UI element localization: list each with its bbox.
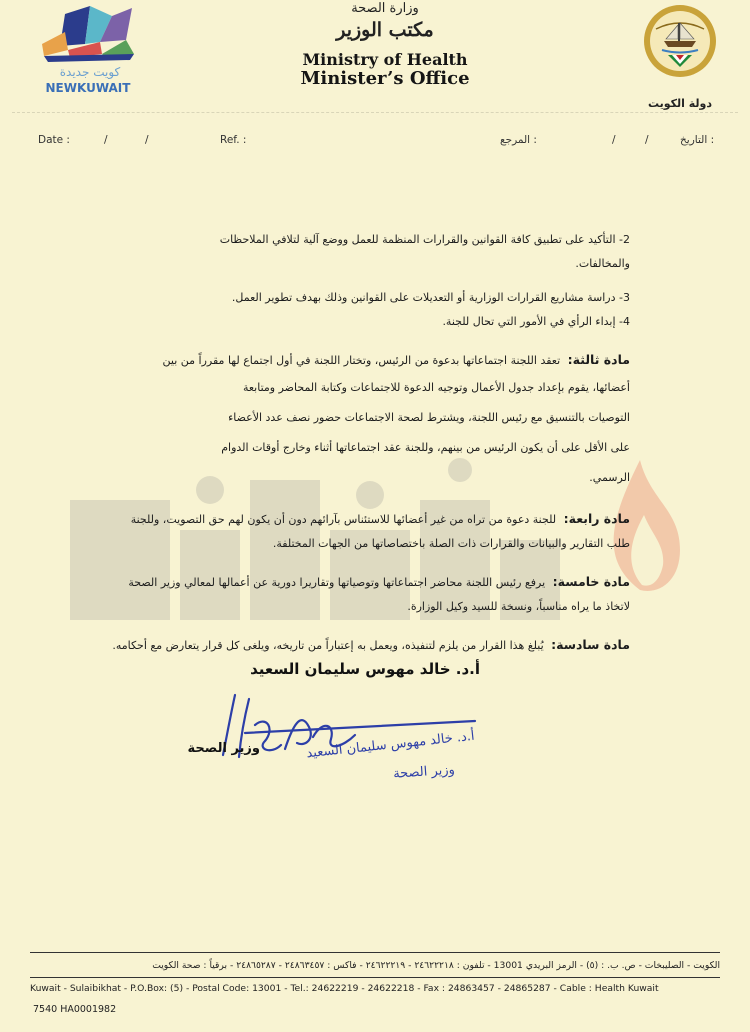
article-6-text: يُبلغ هذا القرار من يلزم لتنفيذه، ويعمل به إعتباراً من تاريخه، ويلغى كل قرار يتعارض مع أحكامه. [112,639,544,652]
date-slash: / [145,134,149,146]
ministry-english: Ministry of Health [302,50,468,69]
stamp-title: وزير الصحة [392,762,456,782]
article-3-label: مادة ثالثة: [567,352,630,367]
ref-label-arabic: المرجع : [500,134,537,146]
letterhead-center [290,0,480,110]
article-3-line: التوصيات بالتنسيق مع رئيس اللجنة، ويشترط لصحة الاجتماعات حضور نصف عدد الأعضاء [228,411,630,424]
document-code: 7540 HA0001982 [33,1004,117,1015]
list-item: 2- التأكيد على تطبيق كافة القوانين والقرارات المنظمة للعمل ووضع آلية لتلافي الملاحظات [219,233,630,246]
article-3-text: تعقد اللجنة اجتماعاتها بدعوة من الرئيس، وتختار اللجنة في أول اجتماع لها مقرراً من بين [162,354,561,367]
footer-rule [30,977,720,978]
header-divider [12,112,738,113]
article-6-label: مادة سادسة: [551,637,630,652]
date-slash: / [612,134,616,146]
office-arabic: مكتب الوزير [336,19,434,41]
footer-address-english: Kuwait - Sulaibikhat - P.O.Box: (5) - Postal Code: 13001 - Tel.: 24622219 - 24622218 - Fax : 24863457 - 24865287 - Cable : Health Kuwait [30,983,659,994]
date-slash: / [645,134,649,146]
article-5-line: لاتخاذ ما يراه مناسباً، ونسخة للسيد وكيل الوزارة. [407,600,630,613]
article-4 [96,507,630,532]
article-5-label: مادة خامسة: [552,574,630,589]
handwritten-signature [205,685,495,795]
date-label: Date : [38,134,70,146]
signer-title: وزير الصحة [187,741,260,756]
list-item: 3- دراسة مشاريع القرارات الوزارية أو التعديلات على القوانين وذلك بهدف تطوير العمل. [231,291,630,304]
office-english: Minister’s Office [300,68,470,89]
article-4-line: طلب التقارير والبيانات والقرارات ذات الصلة باختصاصاتها من الجهات المختلفة. [272,537,630,550]
svg-text:كويت جديدة: كويت جديدة [59,65,121,79]
article-4-label: مادة رابعة: [563,511,630,526]
kuwait-emblem [638,3,723,113]
new-kuwait-logo [30,4,145,99]
list-item: 4- إبداء الرأي في الأمور التي تحال للجنة. [442,315,630,328]
date-slash: / [104,134,108,146]
list-item: والمخالفات. [575,257,630,270]
article-3-line: أعضائها، يقوم بإعداد جدول الأعمال وتوجيه الدعوة للاجتماعات وكتابة المحاضر ومتابعة [242,381,630,394]
article-5 [96,570,630,595]
decision-body [96,228,630,658]
ministry-arabic: وزارة الصحة [351,1,419,16]
stamp-name: أ.د. خالد مهوس سليمان السعيد [305,728,476,762]
date-ref-bar [0,134,750,152]
date-label-arabic: التاريخ : [680,134,715,146]
footer-rule [30,952,720,953]
ref-label: Ref. : [220,134,247,146]
footer-address-arabic: الكويت - الصليبخات - ص. ب. : (٥) - الرمز البريدي 13001 - تلفون : ٢٤٦٢٢٢١٨ - ٢٤٦٢٢٢١٩ - فاكس : ٢٤٨٦٣٤٥٧ - ٢٤٨٦٥٢٨٧ - برقياً : صحة الكويت [152,960,720,971]
article-3-line: الرسمي. [589,471,630,484]
article-3 [96,348,630,373]
article-5-text: يرفع رئيس اللجنة محاضر اجتماعاتها وتوصياتها وتقاريرا دورية عن أعمالها لمعالي وزير الصحة [128,576,546,589]
svg-text:NEWKUWAIT: NEWKUWAIT [45,81,131,95]
article-3-line: على الأقل على أن يكون الرئيس من بينهم، وللجنة عقد اجتماعاتها أثناء وخارج أوقات الدوام [221,441,630,454]
signer-name: أ.د. خالد مهوس سليمان السعيد [250,660,480,678]
article-6 [96,633,630,658]
emblem-caption: دولة الكويت [647,97,713,110]
article-4-text: للجنة دعوة من تراه من غير أعضائها للاستئناس بآرائهم دون أن يكون لهم حق التصويت، وللجنة [130,513,557,526]
